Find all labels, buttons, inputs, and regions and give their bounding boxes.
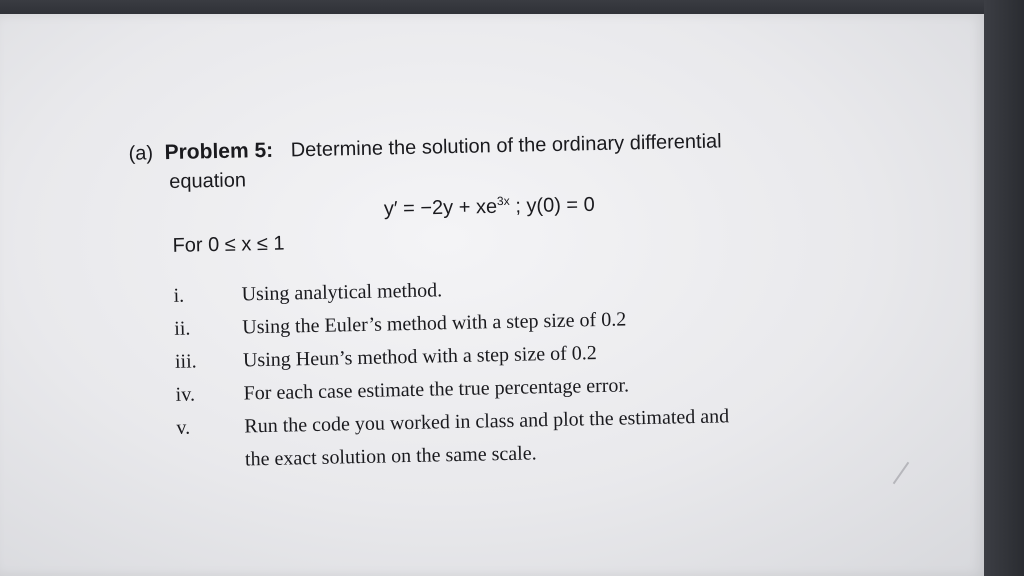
part-label: (a): [128, 142, 154, 165]
equation-initial-condition: ; y(0) = 0: [515, 193, 596, 218]
problem-intro-cont: equation: [168, 169, 247, 193]
item-text: Using the Euler’s method with a step size of 0.2: [242, 308, 627, 339]
item-text: Using Heun’s method with a step size of 0.2: [242, 342, 597, 372]
item-text: Using analytical method.: [241, 279, 443, 306]
problem-heading: [128, 129, 721, 165]
monitor-bezel-right: [984, 0, 1024, 576]
item-text: Run the code you worked in class and plot the estimated and: [244, 405, 730, 438]
item-number: i.: [173, 284, 185, 307]
problem-content: [120, 109, 867, 484]
item-text: the exact solution on the same scale.: [244, 442, 537, 471]
problem-label: Problem 5:: [164, 138, 274, 165]
equation-exponent: 3x: [496, 193, 510, 209]
task-list: [173, 270, 873, 471]
equation-main: y′ = −2y + xe: [383, 195, 498, 221]
domain-range: For 0 ≤ x ≤ 1: [172, 232, 285, 257]
document-page: [0, 14, 986, 576]
equation: [384, 192, 595, 221]
item-number: [177, 449, 227, 450]
item-number: ii.: [174, 317, 191, 340]
item-text: For each case estimate the true percentage error.: [243, 374, 630, 405]
item-number: iii.: [174, 350, 197, 373]
item-number: iv.: [175, 383, 196, 406]
problem-intro: Determine the solution of the ordinary differential: [290, 130, 722, 162]
pen-mark: [893, 462, 910, 484]
item-number: v.: [176, 416, 191, 439]
